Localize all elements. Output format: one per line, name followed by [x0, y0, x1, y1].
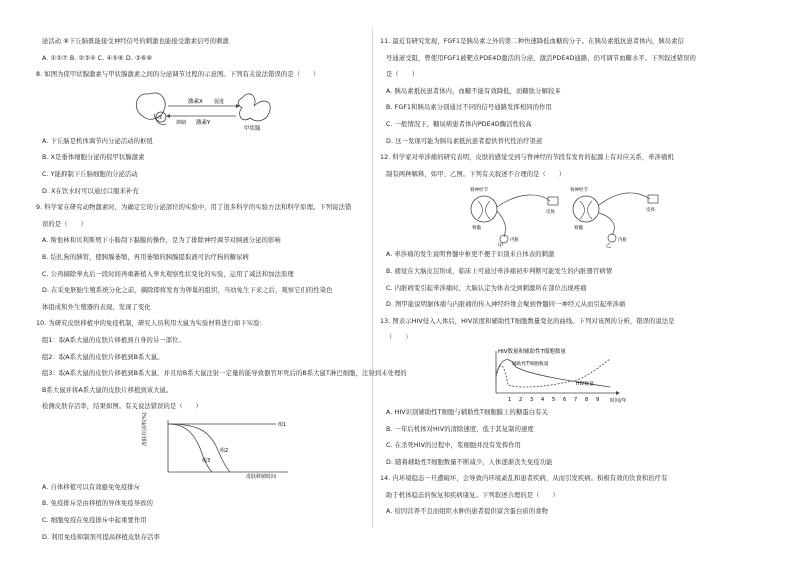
q8-option-c: C. Y能抑制下丘脑细胞的分泌活动 [42, 170, 138, 178]
q11-stem-cont2: 是（ ） [386, 71, 418, 79]
q10-group-3-cont: B系大鼠并将A系大鼠的皮肤片移植到该大鼠。 [42, 386, 173, 394]
fig8-label-hormone-x: 激素X [188, 98, 203, 105]
q13-stem: 13. 图表示HIV侵入人体后，HIV浓度和辅助性T细胞数量变化的曲线。下列对该图的分析，错误的说法是 [380, 317, 675, 325]
q9-stem-cont: 误的是（ ） [42, 220, 87, 228]
fig8-label-promote: 促进 [214, 98, 225, 105]
q13-tick-label: 4 [541, 396, 545, 403]
q10-option-a: A. 自体移植可以有效避免免疫排斥 [42, 483, 141, 491]
fig12b-label-spinal-cord: 脊髓 [574, 226, 583, 232]
q13-label-hiv: HIV数量 [576, 381, 594, 387]
q14-option-a: A. 给因营养不良而组织水肿的患者提供富含蛋白质的食物 [386, 508, 549, 516]
q13-figure [380, 347, 765, 405]
q12-option-c: C. 内脏病变引起牵涉痛时，大脑认定为体表受到刺激所在部位出现疼痛 [386, 284, 587, 292]
q9-option-d: D. 在采免胚胎生殖系统分化之前，摘除即将发育为卵巢的组织，当幼免生下来之后，观察它们的性染色 [42, 287, 333, 295]
fig12b-label-viscera: 内脏 [618, 238, 627, 244]
fig12a-label-skin: 皮肤 [546, 210, 555, 216]
fig8-label-hormone-y: 激素Y [196, 119, 211, 126]
q12-stem: 12. 科学家对牵涉痛的研究表明，皮肤的感觉受到与脊神经的节段有发育的起源上有对应关系，牵涉痛机 [380, 154, 674, 162]
q12-option-d: D. 图甲能说明躯体痛与内脏痛的传入神经纤维会聚到脊髓同一神经元从而引起牵涉痛 [386, 301, 626, 309]
q13-chart-xlabel: 时间/年 [610, 397, 627, 404]
q10-option-d: D. 利用免疫抑制剂可提高移植皮肤存活率 [42, 533, 160, 541]
q11-option-c: C. 一般情况下，糖尿病患者体内PDE4D酶活性较高 [386, 120, 532, 128]
fig8-label-1: ① [158, 114, 163, 121]
column-divider [372, 28, 373, 528]
fig12b-label-skin: 皮肤 [646, 208, 655, 214]
q13-option-d: D. 随着辅助性T细胞数量不断减少，人体逐渐丧失免疫功能 [386, 458, 553, 466]
fig12b-label-ganglion: 脊神经节 [570, 188, 588, 194]
q10-label-group2: 组2 [220, 447, 229, 454]
q13-tick-label: 7 [574, 396, 578, 403]
q10-option-b: B. 免疫排斥是由移植的异体免疫导致的 [42, 500, 153, 508]
right-column [380, 34, 765, 521]
q9-option-d-cont: 体组成和外生殖器的表现，发现了变化 [42, 303, 151, 311]
q10-chart-ylabel: 皮肤存活率(%) [142, 412, 148, 446]
fig12a-caption: 甲 [498, 243, 504, 250]
fig12a-label-ganglion: 脊神经节 [470, 188, 488, 194]
q9-option-b: B. 结扎狗的胰管，使胰腺萎缩，再用萎缩的胰腺提取液可治疗狗的糖尿病 [42, 253, 249, 261]
q8-option-d: D. X在饮水时可以通过口服来补充 [42, 187, 139, 195]
q13-stem-cont: （ ） [386, 334, 412, 342]
q13-tick-label: 9 [596, 396, 600, 403]
q10-series-group3 [168, 424, 212, 472]
q12-option-b: B. 痛觉在大脑皮层形成，临床上可通过牵涉痛初步判断可能发生的内脏器官病情 [386, 267, 613, 275]
q13-tick-label: 5 [552, 396, 556, 403]
q10-figure [36, 412, 366, 480]
q11-option-b: B. FGF1和胰岛素分别通过不同的信号通路发挥相同的作用 [386, 104, 552, 112]
q8-option-b: B. X是垂体细胞分泌的促甲状腺激素 [42, 154, 145, 162]
q13-label-tcell: 辅助性T细胞数量 [512, 361, 549, 367]
q10-label-group3: 组3 [202, 457, 211, 464]
q13-x-ticks [508, 397, 599, 403]
q11-stem-cont: 号通道受阻，曾使用FGF1被靶点PDE4D激活的分泌，激活PDE4D通路，仍可调节血糖水平。下列叙述错误的 [386, 54, 696, 62]
fig12a-label-viscera: 内脏 [510, 238, 519, 244]
fig12b-caption: 乙 [606, 243, 612, 250]
q8-stem: 8. 如图为促甲状腺激素与甲状腺激素之间的分泌调节过程的示意图。下列有关说法错误的是（ ） [36, 71, 320, 79]
q10-group-1: 组1：取A系大鼠的皮肤片移植到自身的另一部位。 [42, 336, 185, 344]
q8-figure [36, 84, 366, 134]
q13-option-a: A. HIV识别辅助性T细胞与辅助性T细胞膜上的糖蛋白有关 [386, 408, 548, 416]
q11-option-a: A. 胰岛素抵抗患者体内，血糖不能有效降低，而糖肽分解较多 [386, 87, 561, 95]
q13-option-c: C. 在杀死HIV的过程中，浆细胞并没有发挥作用 [386, 442, 522, 450]
q10-option-c: C. 细胞免疫在免疫排斥中起重要作用 [42, 517, 147, 525]
q10-stem: 10. 为研究皮肤移植中的免疫机制，研究人员利用大鼠为实验材料进行如下实验： [36, 320, 266, 328]
q13-tick-label: 3 [530, 396, 534, 403]
q12-stem-cont: 制有两种解释，如甲、乙图。下列有关叙述不合理的是（ ） [386, 170, 566, 178]
q14-stem-cont: 助于机体稳态的恢复和疾病康复。下列叙述合理的是（ ） [386, 491, 559, 499]
q14-stem: 14. 内环境稳态一旦遭破坏，会导致内环境紊乱和患者疾病，从而引发疾病。积极有效的饮食和治疗有 [380, 475, 668, 483]
fig8-label-thyroid: 甲状腺 [244, 125, 261, 132]
referred-pain-diagram [380, 183, 765, 250]
q11-option-d: D. 这一发现可能为胰岛素抵抗患者提供替代性治疗渠道 [386, 137, 543, 145]
q13-tick-label: 2 [519, 396, 523, 403]
q9-option-c: C. 公鸡摘除睾丸后一段时间再重新植入睾丸观察性状变化的实验，运用了减法和加法原理 [42, 270, 294, 278]
hiv-tcell-chart [380, 347, 765, 405]
q9-option-a: A. 斯他林和贝利斯剪下小肠刮下黏膜的操作，是为了排除神经调节对胰液分泌的影响 [42, 237, 281, 245]
q13-tick-label: 6 [563, 396, 567, 403]
q9-stem: 9. 科学家在研究动物激素时，为确定它的分泌部位的实验中，用了很多科学的实验方法和科学原理。下列说法错 [36, 204, 352, 212]
fig12a-label-spinal-cord: 脊髓 [472, 226, 481, 232]
thyroid-regulation-diagram [36, 84, 366, 134]
q7-tail: 泌活动 ⑧下丘脑既能接受神经信号的刺激也能接受激素信号的刺激 [42, 38, 229, 45]
q13-chart-ylabel: HIV数量和辅助性T细胞数量 [498, 348, 566, 355]
left-column [36, 34, 407, 546]
q11-stem: 11. 最近有研究发现，FGF1是胰岛素之外的第二种快速降低血糖的分子。在胰岛素抵抗患者体内，胰岛素信 [380, 38, 685, 45]
q13-tick-label: 8 [585, 396, 589, 403]
q10-chart-xlabel: 皮肤移植时间 [246, 473, 277, 480]
q13-tick-label: 1 [508, 396, 512, 403]
q10-label-group1: 组1 [278, 421, 287, 428]
q10-group-3: 组3：取A系大鼠的皮肤片移植到B系大鼠，并且给B系大鼠注射一定量的能导致器官坏死后的B系大鼠T淋巴细胞，注射到未处理的 [42, 370, 407, 378]
q12-option-a: A. 牵涉痛的发生说明脊髓中枢更不便于识别来自体表的刺激 [386, 251, 555, 259]
fig8-label-inhibit: 抑制 [176, 119, 187, 126]
q12-figure [380, 183, 765, 250]
q10-group-2: 组2：取A系大鼠的皮肤片移植到B系大鼠。 [42, 353, 164, 361]
skin-survival-chart [36, 412, 366, 480]
q8-option-a: A. 下丘脑是机体调节内分泌活动的枢纽 [42, 137, 153, 145]
q10-result: 检测皮肤存活率，结果如图。有关说法错误的是（ ） [42, 403, 202, 411]
q7-options: A. ①②⑦ B. ②③④ C. ④⑤⑥ D. ③⑥⑧ [42, 54, 153, 62]
q13-option-b: B. 一年后机体对HIV的清除速度，低于其复制的速度 [386, 425, 534, 433]
